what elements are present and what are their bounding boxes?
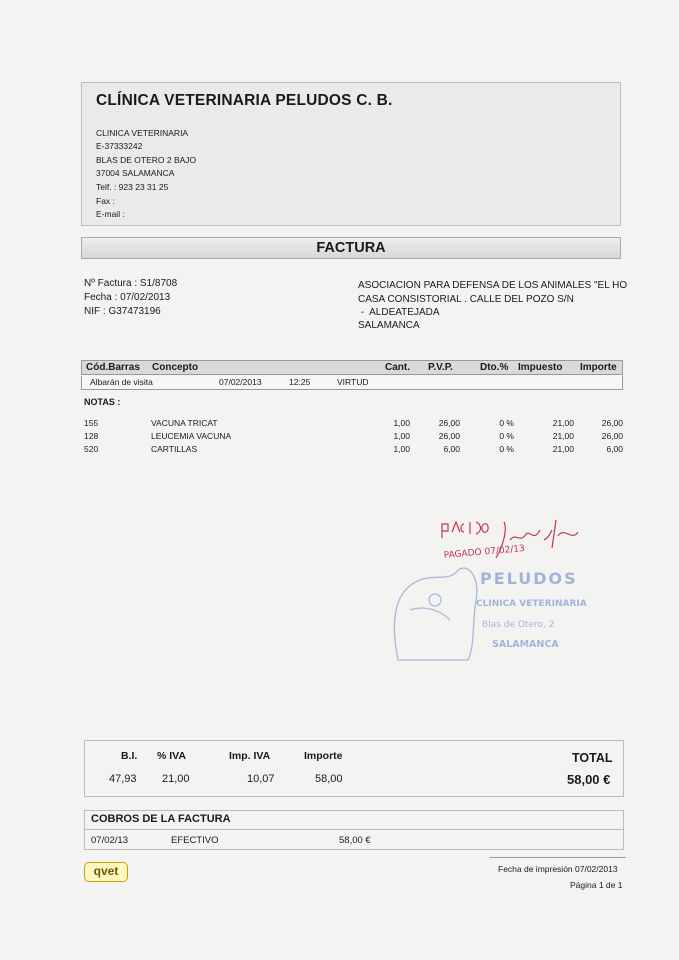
item-code: 155 xyxy=(84,418,99,428)
visit-user: VIRTUD xyxy=(337,377,369,387)
stamp-text: SALAMANCA xyxy=(492,639,559,650)
visit-date: 07/02/2013 xyxy=(219,377,262,387)
payment-method: EFECTIVO xyxy=(171,835,219,846)
customer-line: - ALDEATEJADA xyxy=(358,307,440,318)
item-impuesto: 21,00 xyxy=(552,418,574,428)
item-concept: CARTILLAS xyxy=(151,444,198,454)
item-importe: 26,00 xyxy=(601,431,623,441)
item-code: 520 xyxy=(84,444,99,454)
stamp-text: PELUDOS xyxy=(480,569,578,588)
totals-bi: 47,93 xyxy=(109,773,137,785)
col-header-dto: Dto.% xyxy=(480,362,509,373)
item-cant: 1,00 xyxy=(393,431,410,441)
item-dto: 0 % xyxy=(499,431,514,441)
stamp-handwritten: PAGADO 07/02/13 xyxy=(443,543,526,561)
print-date: Fecha de impresión 07/02/2013 xyxy=(498,864,618,874)
stamp-graphic xyxy=(380,510,630,670)
item-cant: 1,00 xyxy=(393,418,410,428)
item-concept: LEUCEMIA VACUNA xyxy=(151,431,232,441)
item-impuesto: 21,00 xyxy=(552,444,574,454)
invoice-date: Fecha : 07/02/2013 xyxy=(84,292,171,303)
totals-importe-label: Importe xyxy=(304,750,343,762)
col-header-importe: Importe xyxy=(580,362,617,373)
footer-divider xyxy=(490,857,626,858)
item-dto: 0 % xyxy=(499,444,514,454)
stamp-text: CLINICA VETERINARIA xyxy=(476,599,587,609)
clinic-info-line: Fax : xyxy=(96,196,115,206)
clinic-info-line: 37004 SALAMANCA xyxy=(96,168,175,178)
payments-title: COBROS DE LA FACTURA xyxy=(91,813,231,825)
col-header-concepto: Concepto xyxy=(152,362,199,373)
col-header-cod: Cód.Barras xyxy=(86,362,140,373)
totals-iva: 21,00 xyxy=(162,773,190,785)
totals-total-label: TOTAL xyxy=(572,751,613,765)
invoice-nif: NIF : G37473196 xyxy=(84,306,161,317)
paid-stamp xyxy=(380,510,630,670)
item-dto: 0 % xyxy=(499,418,514,428)
payments-title-bar xyxy=(85,811,623,830)
clinic-info-line: BLAS DE OTERO 2 BAJO xyxy=(96,155,197,165)
customer-line: SALAMANCA xyxy=(358,320,420,331)
item-pvp: 26,00 xyxy=(438,431,460,441)
col-header-impuesto: Impuesto xyxy=(518,362,563,373)
totals-importe: 58,00 xyxy=(315,773,343,785)
item-code: 128 xyxy=(84,431,99,441)
item-cant: 1,00 xyxy=(393,444,410,454)
col-header-pvp: P.V.P. xyxy=(428,362,453,373)
totals-impiva: 10,07 xyxy=(247,773,275,785)
clinic-info-line: CLINICA VETERINARIA xyxy=(96,128,189,138)
clinic-info-line: Telf. : 923 23 31 25 xyxy=(96,182,169,192)
table-row xyxy=(0,444,679,457)
item-concept: VACUNA TRICAT xyxy=(151,418,218,428)
customer-line: CASA CONSISTORIAL . CALLE DEL POZO S/N xyxy=(358,294,574,305)
document-title: FACTURA xyxy=(81,237,621,259)
clinic-info-line: E-37333242 xyxy=(96,141,143,151)
visit-row xyxy=(81,376,623,390)
clinic-info-line: E-mail : xyxy=(96,209,125,219)
item-importe: 26,00 xyxy=(601,418,623,428)
customer-line: ASOCIACION PARA DEFENSA DE LOS ANIMALES "EL HO xyxy=(358,280,628,291)
items-table-header xyxy=(81,360,623,375)
item-pvp: 6,00 xyxy=(443,444,460,454)
clinic-name: CLÍNICA VETERINARIA PELUDOS C. B. xyxy=(96,92,393,109)
qvet-logo: qvet xyxy=(84,862,128,882)
visit-label: Albarán de visita xyxy=(90,377,153,387)
col-header-cant: Cant. xyxy=(385,362,410,373)
invoice-number: Nº Factura : S1/8708 xyxy=(84,278,178,289)
clinic-header-box xyxy=(81,82,621,226)
totals-total: 58,00 € xyxy=(567,772,611,787)
payments-box xyxy=(84,810,624,850)
notes-label: NOTAS : xyxy=(84,397,121,407)
payment-amount: 58,00 € xyxy=(339,835,371,846)
item-importe: 6,00 xyxy=(606,444,623,454)
item-impuesto: 21,00 xyxy=(552,431,574,441)
payment-date: 07/02/13 xyxy=(91,835,128,846)
totals-bi-label: B.I. xyxy=(121,750,138,762)
totals-box xyxy=(84,740,624,797)
totals-impiva-label: Imp. IVA xyxy=(229,750,271,762)
stamp-text: Blas de Otero, 2 xyxy=(482,620,555,630)
table-row xyxy=(0,418,679,431)
page-number: Página 1 de 1 xyxy=(570,880,623,890)
item-pvp: 26,00 xyxy=(438,418,460,428)
visit-time: 12:25 xyxy=(289,377,311,387)
totals-iva-label: % IVA xyxy=(157,750,186,762)
table-row xyxy=(0,431,679,444)
